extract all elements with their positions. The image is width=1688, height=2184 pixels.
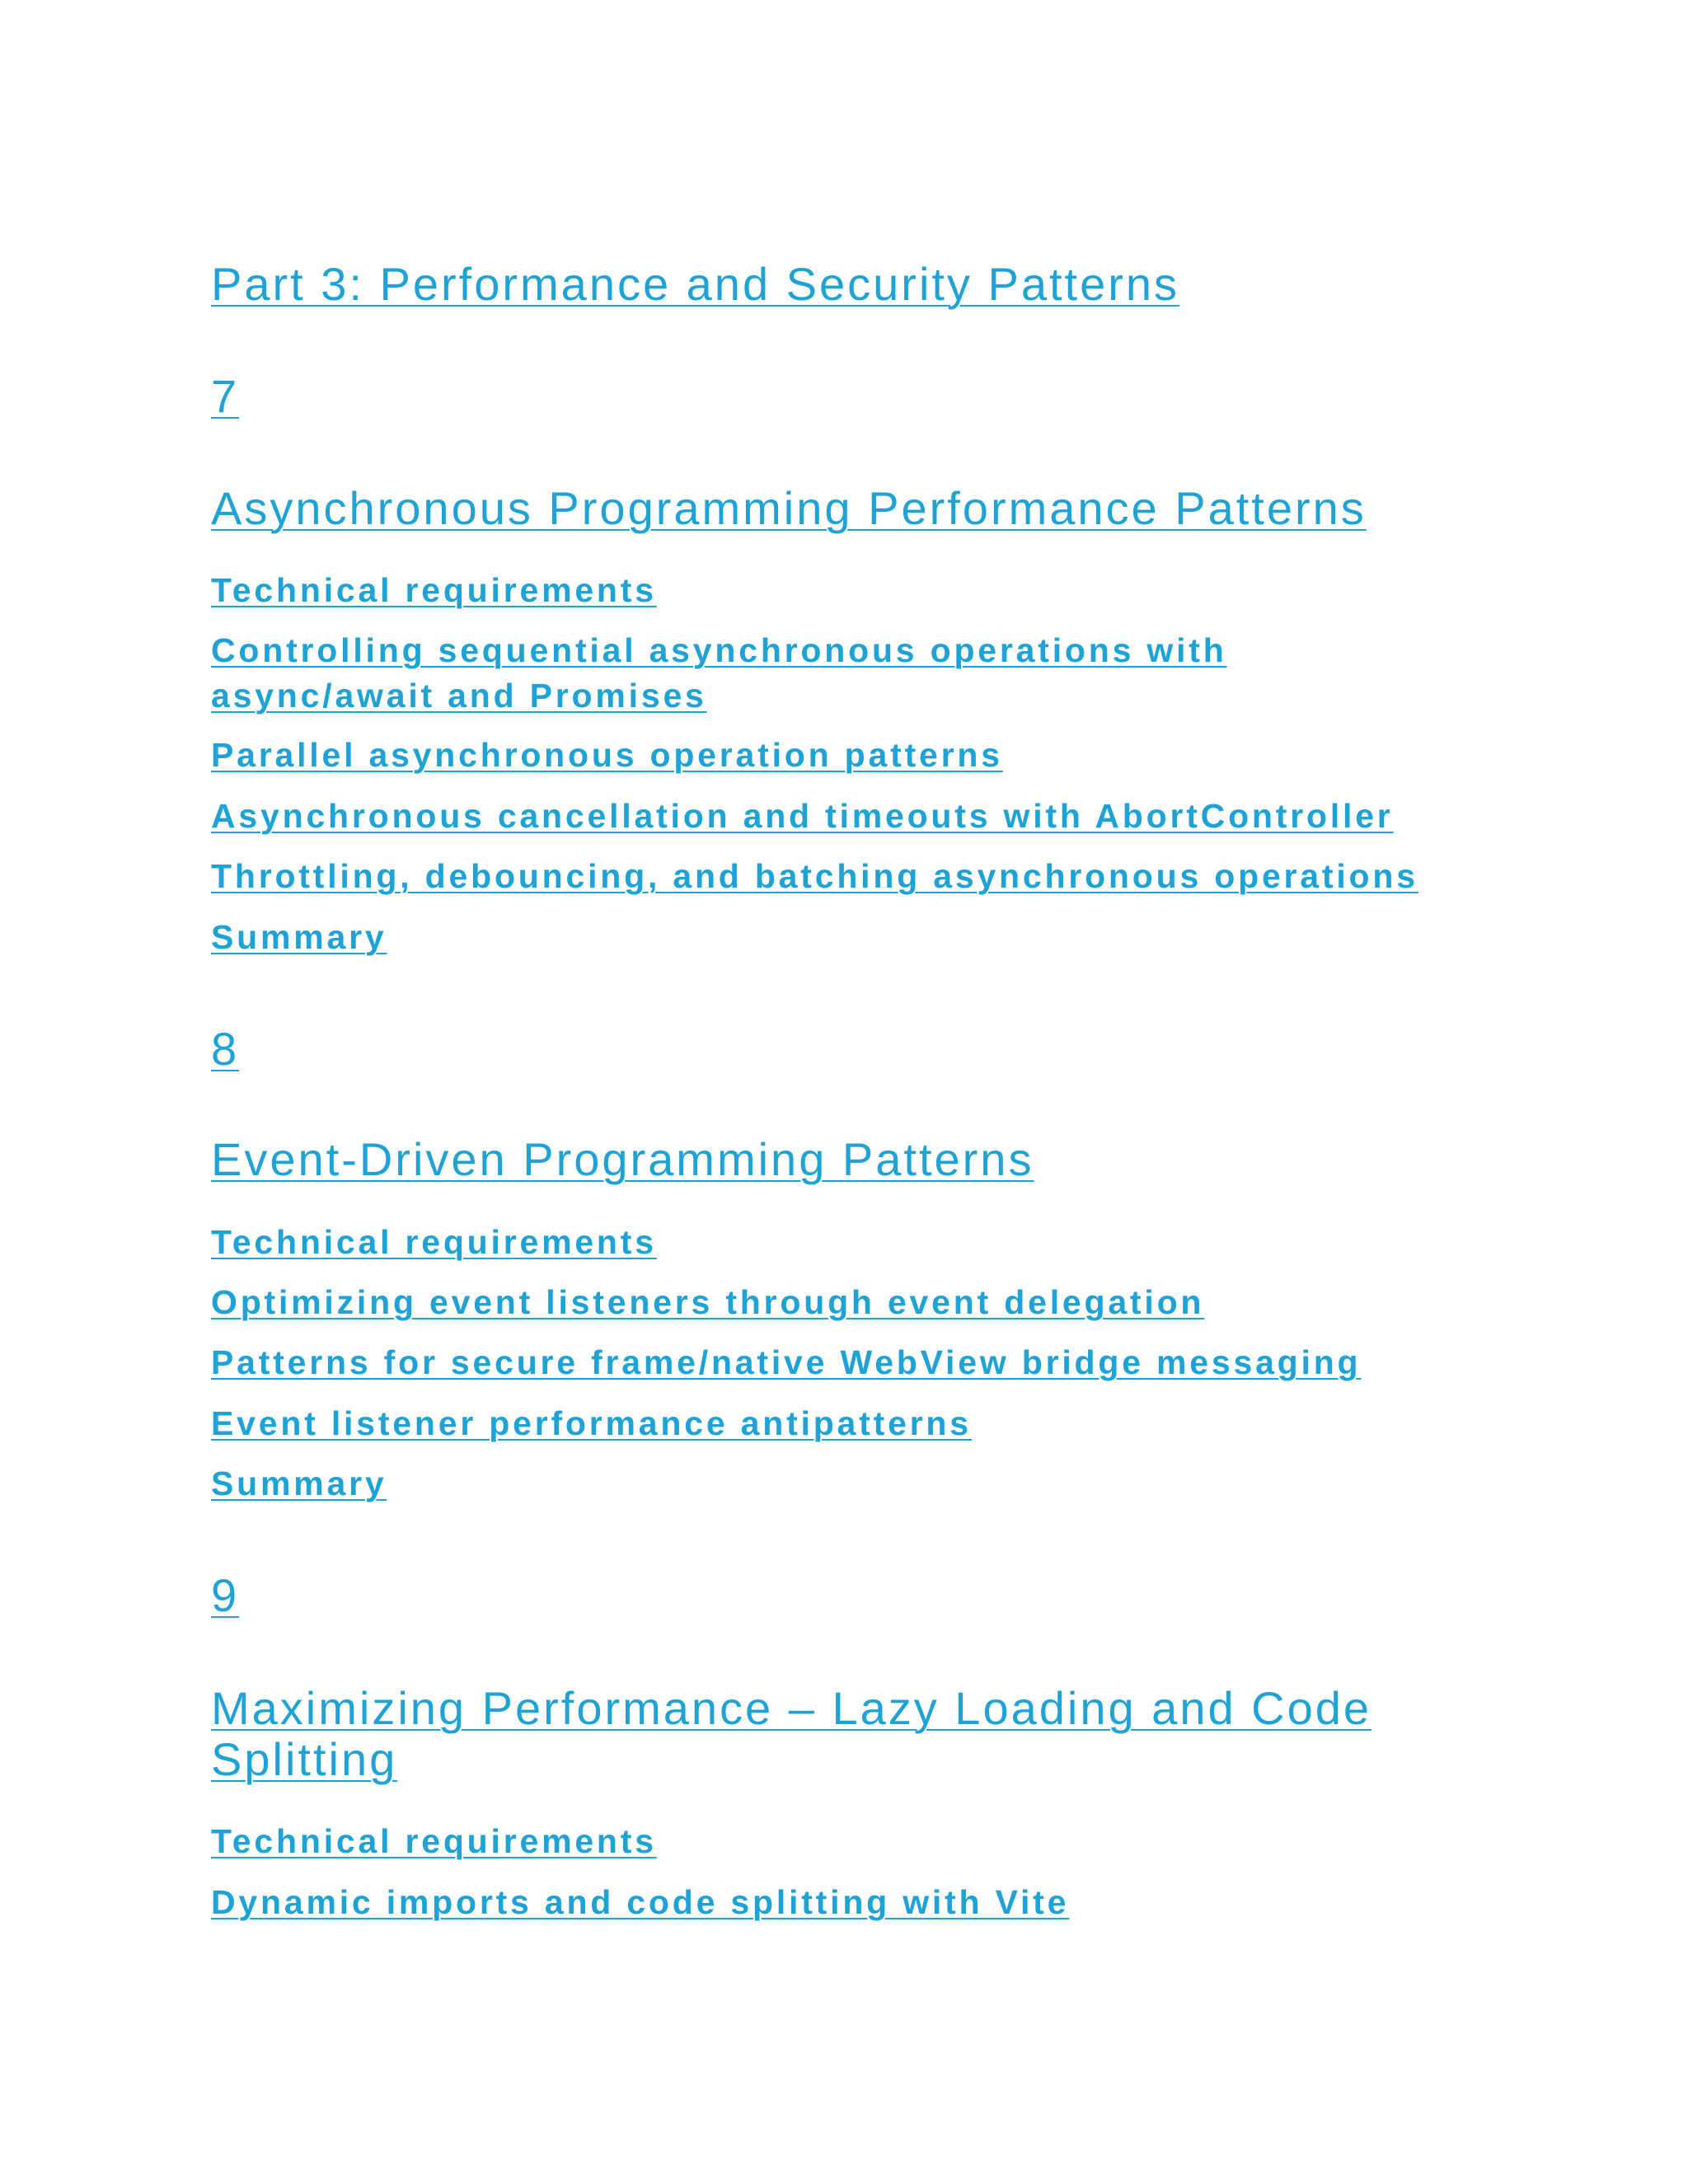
part-title-link[interactable]: Part 3: Performance and Security Patterns bbox=[211, 258, 1180, 310]
section-link[interactable]: Controlling sequential asynchronous operations with async/await and Promises bbox=[211, 631, 1227, 715]
section-link[interactable]: Optimizing event listeners through event delegation bbox=[211, 1283, 1205, 1321]
toc-entry[interactable] bbox=[211, 915, 1497, 960]
section-link[interactable]: Patterns for secure frame/native WebView bridge messaging bbox=[211, 1343, 1362, 1381]
chapter-title-9[interactable] bbox=[211, 1683, 1398, 1785]
chapter-title-link[interactable]: Maximizing Performance – Lazy Loading and Code Splitting bbox=[211, 1682, 1372, 1785]
chapter-number-link[interactable]: 9 bbox=[211, 1569, 240, 1621]
toc-entry[interactable] bbox=[211, 568, 1497, 613]
chapter-number-8[interactable] bbox=[211, 1022, 239, 1076]
chapter-number-7[interactable] bbox=[211, 369, 239, 424]
toc-entry[interactable] bbox=[211, 854, 1497, 899]
toc-entry[interactable] bbox=[211, 1819, 1497, 1864]
toc-entry[interactable] bbox=[211, 794, 1497, 839]
section-link[interactable]: Parallel asynchronous operation patterns bbox=[211, 736, 1003, 774]
section-link[interactable]: Summary bbox=[211, 918, 387, 956]
chapter-title-link[interactable]: Event-Driven Programming Patterns bbox=[211, 1133, 1034, 1185]
section-link[interactable]: Technical requirements bbox=[211, 1822, 657, 1860]
chapter-number-link[interactable]: 7 bbox=[211, 370, 240, 422]
section-link[interactable]: Summary bbox=[211, 1465, 387, 1502]
part-title[interactable] bbox=[211, 257, 1179, 312]
chapter-title-link[interactable]: Asynchronous Programming Performance Patterns bbox=[211, 482, 1367, 534]
chapter-number-link[interactable]: 8 bbox=[211, 1023, 240, 1075]
chapter-title-8[interactable] bbox=[211, 1134, 1480, 1185]
section-link[interactable]: Throttling, debouncing, and batching asynchronous operations bbox=[211, 857, 1418, 895]
toc-entry[interactable] bbox=[211, 1461, 1497, 1507]
section-link[interactable]: Technical requirements bbox=[211, 571, 657, 609]
toc-entry[interactable] bbox=[211, 1401, 1497, 1446]
toc-entry[interactable] bbox=[211, 1220, 1497, 1265]
toc-entry[interactable] bbox=[211, 733, 1497, 778]
chapter-title-7[interactable] bbox=[211, 483, 1480, 534]
section-link[interactable]: Asynchronous cancellation and timeouts with AbortController bbox=[211, 797, 1394, 835]
section-link[interactable]: Event listener performance antipatterns bbox=[211, 1404, 972, 1442]
toc-entry[interactable] bbox=[211, 1340, 1497, 1385]
chapter-number-9[interactable] bbox=[211, 1568, 239, 1623]
section-link[interactable]: Dynamic imports and code splitting with Vite bbox=[211, 1883, 1070, 1921]
toc-entry[interactable] bbox=[211, 1280, 1497, 1325]
toc-entry[interactable] bbox=[211, 1880, 1497, 1925]
toc-entry[interactable] bbox=[211, 628, 1315, 719]
section-link[interactable]: Technical requirements bbox=[211, 1223, 657, 1261]
